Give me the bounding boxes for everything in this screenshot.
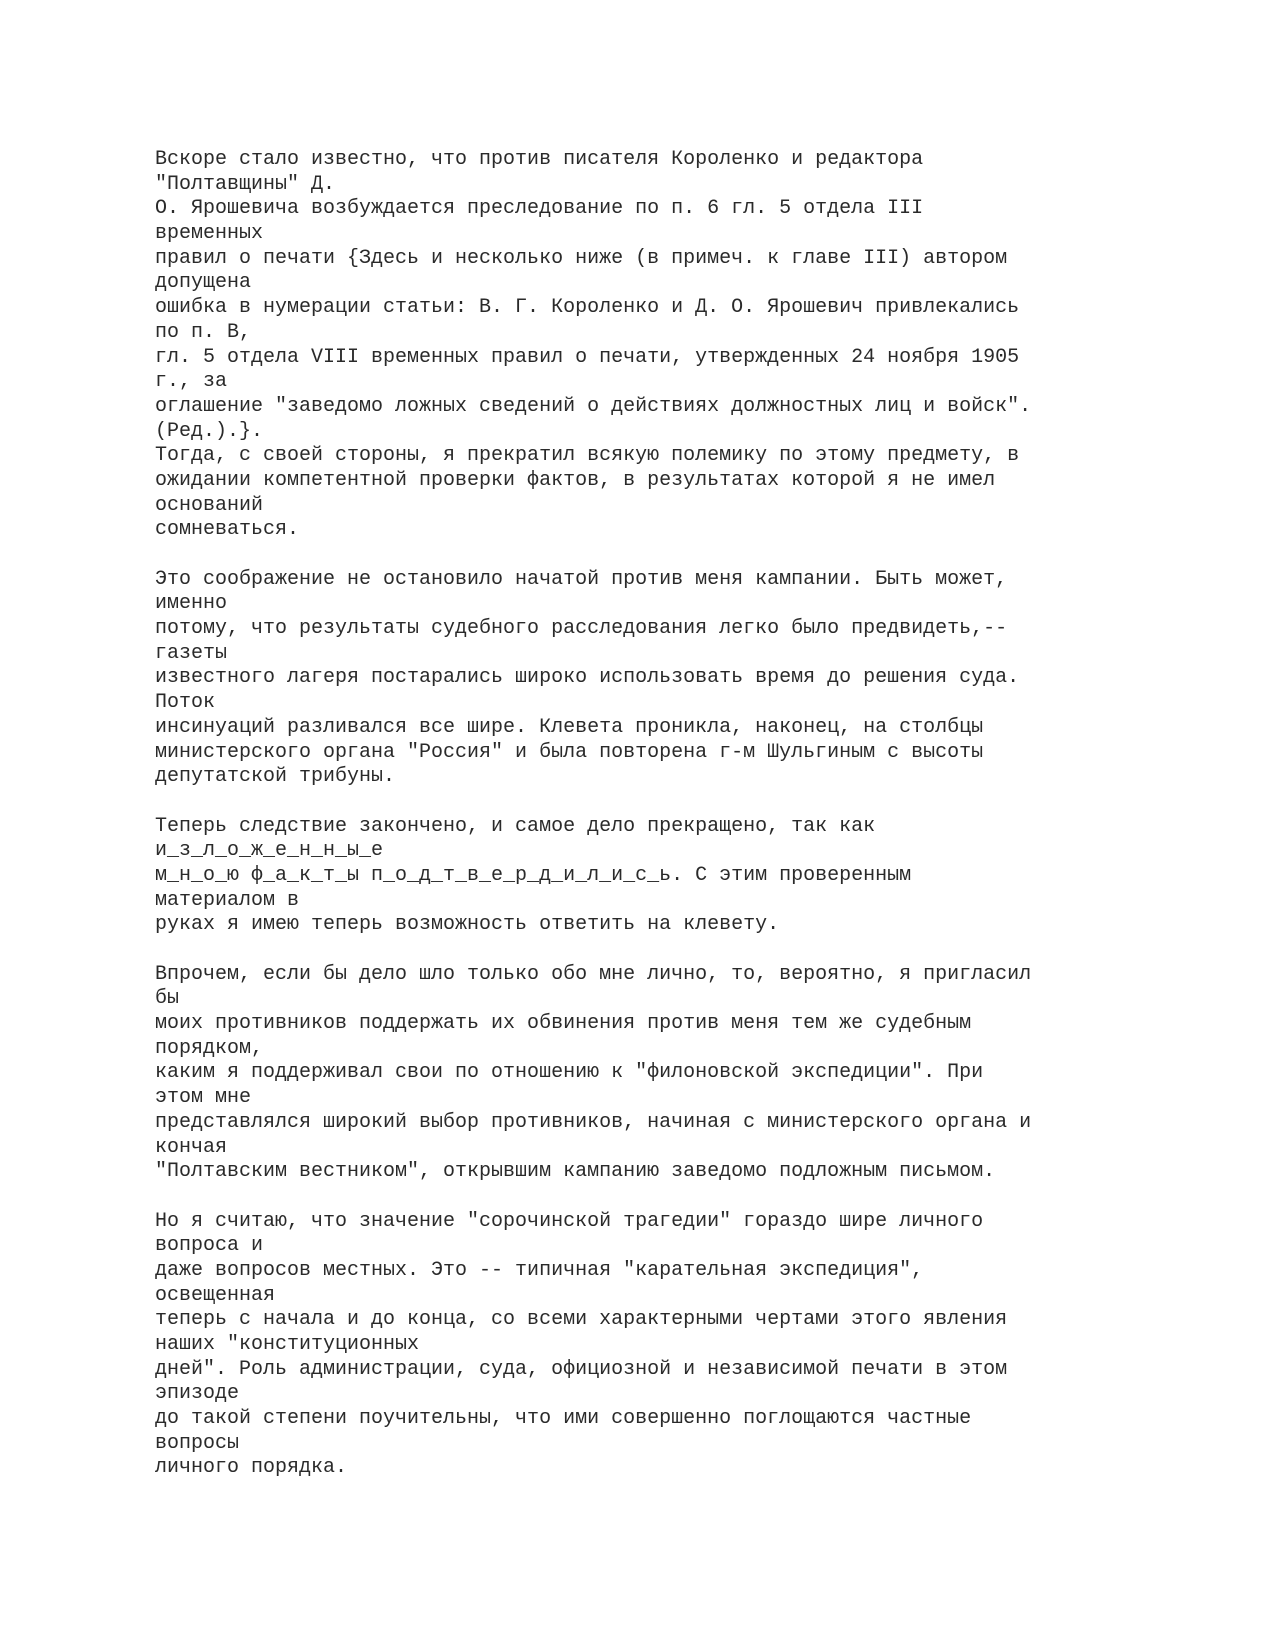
paragraph-break [155,1185,1235,1210]
text-line: руках я имею теперь возможность ответить на клевету. [155,913,780,937]
text-line: и_з_л_о_ж_е_н_н_ы_е [155,839,384,863]
text-line: наших "конституционных [155,1333,420,1356]
text-line: министерского органа "Россия" и была повторена г-м Шульгиным с высоты [155,740,984,764]
text-line: Теперь следствие закончено, и самое дело прекращено, так как [155,814,876,838]
text-line: известного лагеря постарались широко использовать время до решения суда. [155,666,1020,690]
text-line: временных [155,222,264,246]
text-line: депутатской трибуны. [155,765,396,789]
paragraph-break [155,938,1235,963]
document-body [155,148,1235,1481]
text-line: порядком, [155,1036,264,1060]
text-line: инсинуаций разливался все шире. Клевета проникла, наконец, на столбцы [155,715,984,739]
text-line: Это соображение не остановило начатой против меня кампании. Быть может, [155,567,1008,591]
text-line: (Ред.).}. [155,419,264,443]
text-line: потому, что результаты судебного расследования легко было предвидеть,-- [155,617,1008,641]
text-line: гл. 5 отдела VIII временных правил о печати, утвержденных 24 ноября 1905 [155,345,1020,369]
text-line: допущена [155,271,252,295]
text-line: "Полтавским вестником", открывшим кампанию заведомо подложным письмом. [155,1160,996,1184]
text-line: моих противников поддержать их обвинения против меня тем же судебным [155,1012,972,1036]
text-line: О. Ярошевича возбуждается преследование по п. 6 гл. 5 отдела III [155,197,924,221]
text-line: материалом в [155,888,300,912]
text-line: бы [155,987,180,1011]
text-line: именно [155,592,228,616]
text-line: эпизоде [155,1382,240,1406]
text-line: представлялся широкий выбор противников, начиная с министерского органа и [155,1110,1032,1134]
text-line: газеты [155,641,228,665]
text-line: оглашение "заведомо ложных сведений о действиях должностных лиц и войск". [155,394,1032,418]
text-line: м_н_о_ю ф_а_к_т_ы п_о_д_т_в_е_р_д_и_л_и_с_ь. С этим проверенным [155,863,912,887]
text-line: Поток [155,691,216,715]
text-line: Тогда, с своей стороны, я прекратил всякую полемику по этому предмету, в [155,444,1020,468]
paragraph-break [155,543,1235,568]
text-line: теперь с начала и до конца, со всеми характерными чертами этого явления [155,1308,1008,1332]
text-line: освещенная [155,1283,276,1307]
text-line: Но я считаю, что значение "сорочинской трагедии" гораздо шире личного [155,1209,984,1233]
text-line: кончая [155,1135,228,1159]
text-line: даже вопросов местных. Это -- типичная "карательная экспедиция", [155,1258,924,1282]
text-line: сомневаться. [155,518,300,542]
text-line: оснований [155,493,264,517]
text-line: дней". Роль администрации, суда, официозной и независимой печати в этом [155,1357,1008,1381]
text-line: Вскоре стало известно, что против писателя Короленко и редактора [155,148,924,171]
text-line: этом мне [155,1086,252,1110]
text-line: каким я поддерживал свои по отношению к "филоновской экспедиции". При [155,1061,984,1085]
text-line: Впрочем, если бы дело шло только обо мне лично, то, вероятно, я пригласил [155,962,1032,986]
text-line: ошибка в нумерации статьи: В. Г. Короленко и Д. О. Ярошевич привлекались [155,296,1020,320]
text-line: правил о печати {Здесь и несколько ниже (в примеч. к главе III) автором [155,246,1008,270]
text-line: вопроса и [155,1234,264,1258]
text-line: по п. В, [155,320,252,344]
text-line: ожидании компетентной проверки фактов, в результатах которой я не имел [155,468,996,492]
text-line: вопросы [155,1431,240,1455]
text-line: личного порядка. [155,1456,348,1480]
text-line: до такой степени поучительны, что ими совершенно поглощаются частные [155,1407,972,1431]
text-line: "Полтавщины" Д. [155,172,336,196]
paragraph-break [155,790,1235,815]
text-line: г., за [155,370,228,394]
